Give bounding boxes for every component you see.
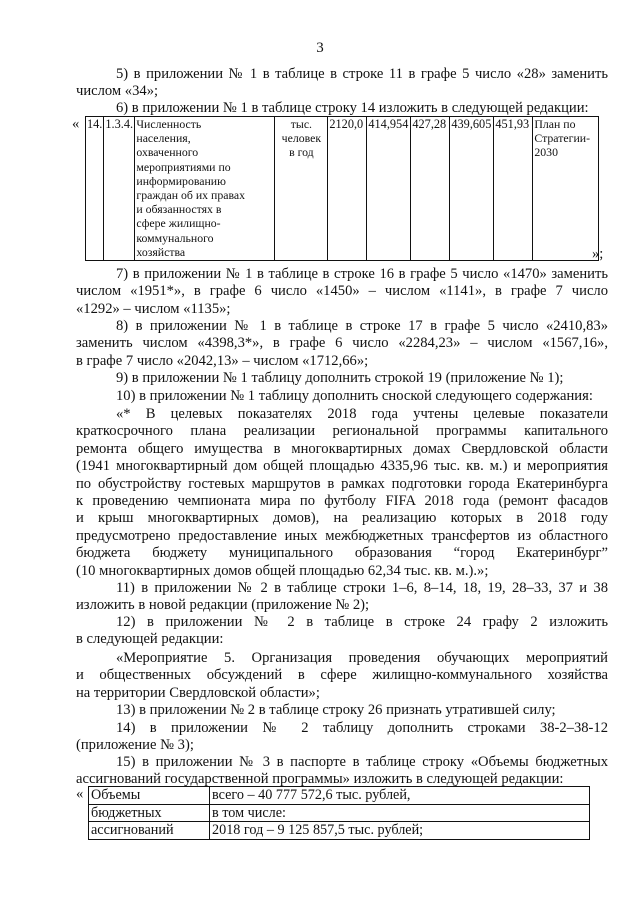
table-row-14 — [72, 116, 608, 262]
cell-value-5: 451,93 — [494, 117, 533, 261]
footnote-line: бюджета бюджету муниципального образования “город Екатеринбург” — [76, 545, 608, 562]
footnote-line: предусмотрено предоставление иных межбюджетных трансфертов из областного — [76, 527, 608, 544]
item-12-line-1: 12) в приложении № 2 в таблице в строке 24 графу 2 изложить — [116, 614, 608, 630]
footnote-line: «* В целевых показателях 2018 года учтены целевые показатели — [116, 406, 608, 422]
item-14-line-2: (приложение № 3); — [76, 737, 194, 754]
measure-line: и общественных обсуждений в сфере жилищно-коммунального хозяйства — [76, 667, 608, 684]
indicator-table — [85, 116, 599, 261]
cell-value-1: 2120,0 — [328, 117, 367, 261]
name-line: охваченного — [136, 145, 199, 160]
budget-label-cell: ассигнований — [89, 822, 210, 840]
item-9-line: 9) в приложении № 1 таблицу дополнить строкой 19 (приложение № 1); — [116, 370, 564, 386]
table-row — [89, 787, 590, 805]
footnote-line: (1941 многоквартирный дом общей площадью 4335,96 тыс. кв. м.) и мероприятия — [76, 458, 608, 475]
cell-code: 1.3.4. — [104, 117, 135, 261]
item-14-line-1: 14) в приложении № 2 таблицу дополнить строками 38-2–38-12 — [116, 720, 608, 736]
item-11 — [76, 580, 608, 615]
unit-line: тыс. — [290, 117, 313, 131]
footnote-line: (10 многоквартирных домов общей площадью 62,34 тыс. кв. м.).»; — [76, 562, 489, 579]
footnote-line: к проведению чемпионата мира по футболу FIFA 2018 года (ремонт фасадов — [76, 493, 608, 510]
item-9 — [76, 370, 608, 387]
table-row — [89, 804, 590, 822]
unit-line: в год — [289, 145, 314, 160]
item-15-line-1: 15) в приложении № 3 в паспорте в таблице строку «Объемы бюджетных — [116, 754, 608, 770]
item-13 — [76, 702, 608, 719]
item-15 — [76, 754, 608, 789]
cell-source — [533, 117, 599, 261]
item-5-line-2: числом «34»; — [76, 83, 159, 100]
footnote-line: по обустройству гостевых маршрутов в рамках подготовки города Екатеринбурга — [76, 475, 608, 492]
close-quote: »; — [592, 246, 604, 262]
budget-value-cell: всего – 40 777 572,6 тыс. рублей, — [210, 787, 590, 805]
footnote-line: ремонта общего имущества в многоквартирных домах Свердловской области — [76, 440, 608, 457]
footnote-line: и крыш многоквартирных домов), на реализацию которых в 2018 году — [76, 510, 608, 527]
item-8-line-2: заменить числом «4398,3*», в графе 6 число «2284,23» – числом «1567,16», — [76, 335, 608, 352]
name-line: Численность — [136, 117, 202, 131]
item-11-line-1: 11) в приложении № 2 в таблице строки 1–6, 8–14, 18, 19, 28–33, 37 и 38 — [116, 580, 608, 596]
cell-value-3: 427,28 — [411, 117, 450, 261]
cell-row-number: 14. — [86, 117, 104, 261]
item-8-line-1: 8) в приложении № 1 в таблице в строке 17 в графе 5 число «2410,83» — [116, 318, 608, 334]
footnote-text — [76, 406, 608, 580]
footnote-line: краткосрочного плана реализации региональной программы капитального — [76, 423, 608, 440]
budget-label-cell: бюджетных — [89, 804, 210, 822]
item-5 — [76, 66, 608, 101]
measure-line: «Мероприятие 5. Организация проведения обучающих мероприятий — [116, 650, 608, 666]
item-12-line-2: в следующей редакции: — [76, 631, 224, 648]
page-number: 3 — [316, 40, 324, 56]
item-6-line: 6) в приложении № 1 в таблице строку 14 изложить в следующей редакции: — [116, 100, 589, 116]
item-10-line: 10) в приложении № 1 таблицу дополнить сноской следующего содержания: — [116, 388, 593, 404]
name-line: мероприятиями по — [136, 159, 231, 174]
item-7-line-2: числом «1951*», в графе 6 число «1450» – числом «1141», в графе 7 число — [76, 283, 608, 300]
budget-table — [88, 786, 590, 840]
measure-line: на территории Свердловской области»; — [76, 684, 320, 701]
item-11-line-2: изложить в новой редакции (приложение № 2); — [76, 597, 370, 614]
name-line: граждан об их правах — [136, 188, 246, 203]
name-line: коммунального — [136, 230, 214, 245]
open-quote: « — [72, 116, 80, 132]
cell-unit — [275, 117, 328, 261]
cell-value-2: 414,954 — [367, 117, 411, 261]
item-10 — [76, 388, 608, 405]
source-line: Стратегии- — [534, 131, 591, 146]
budget-value-cell: 2018 год – 9 125 857,5 тыс. рублей; — [210, 822, 590, 840]
item-7-line-3: «1292» – числом «1135»; — [76, 300, 231, 317]
item-15-line-2: ассигнований государственной программы» изложить в следующей редакции: — [76, 771, 564, 788]
budget-value-cell: в том числе: — [210, 804, 590, 822]
budget-label-cell: Объемы — [89, 787, 210, 805]
budget-open-quote: « — [76, 786, 84, 802]
name-line: и обязанностях в — [136, 202, 222, 217]
item-8-line-3: в графе 7 число «2042,13» – числом «1712,66»; — [76, 352, 369, 369]
item-5-line-1: 5) в приложении № 1 в таблице в строке 11 в графе 5 число «28» заменить — [116, 66, 608, 82]
item-6 — [76, 100, 608, 117]
source-line: 2030 — [534, 145, 558, 160]
name-line: информированию — [136, 173, 226, 188]
measure-text — [76, 650, 608, 702]
item-7 — [76, 266, 608, 318]
cell-indicator-name — [135, 117, 275, 261]
name-line: сфере жилищно- — [136, 216, 221, 231]
item-8 — [76, 318, 608, 370]
cell-value-4: 439,605 — [450, 117, 494, 261]
name-line: населения, — [136, 131, 191, 146]
source-line: План по — [534, 117, 576, 131]
table-row — [89, 822, 590, 840]
item-14 — [76, 720, 608, 755]
name-line: хозяйства — [136, 244, 186, 259]
item-12 — [76, 614, 608, 649]
item-13-line: 13) в приложении № 2 в таблице строку 26 признать утратившей силу; — [116, 702, 556, 718]
item-7-line-1: 7) в приложении № 1 в таблице в строке 16 в графе 5 число «1470» заменить — [116, 266, 608, 282]
unit-line: человек — [281, 131, 322, 146]
